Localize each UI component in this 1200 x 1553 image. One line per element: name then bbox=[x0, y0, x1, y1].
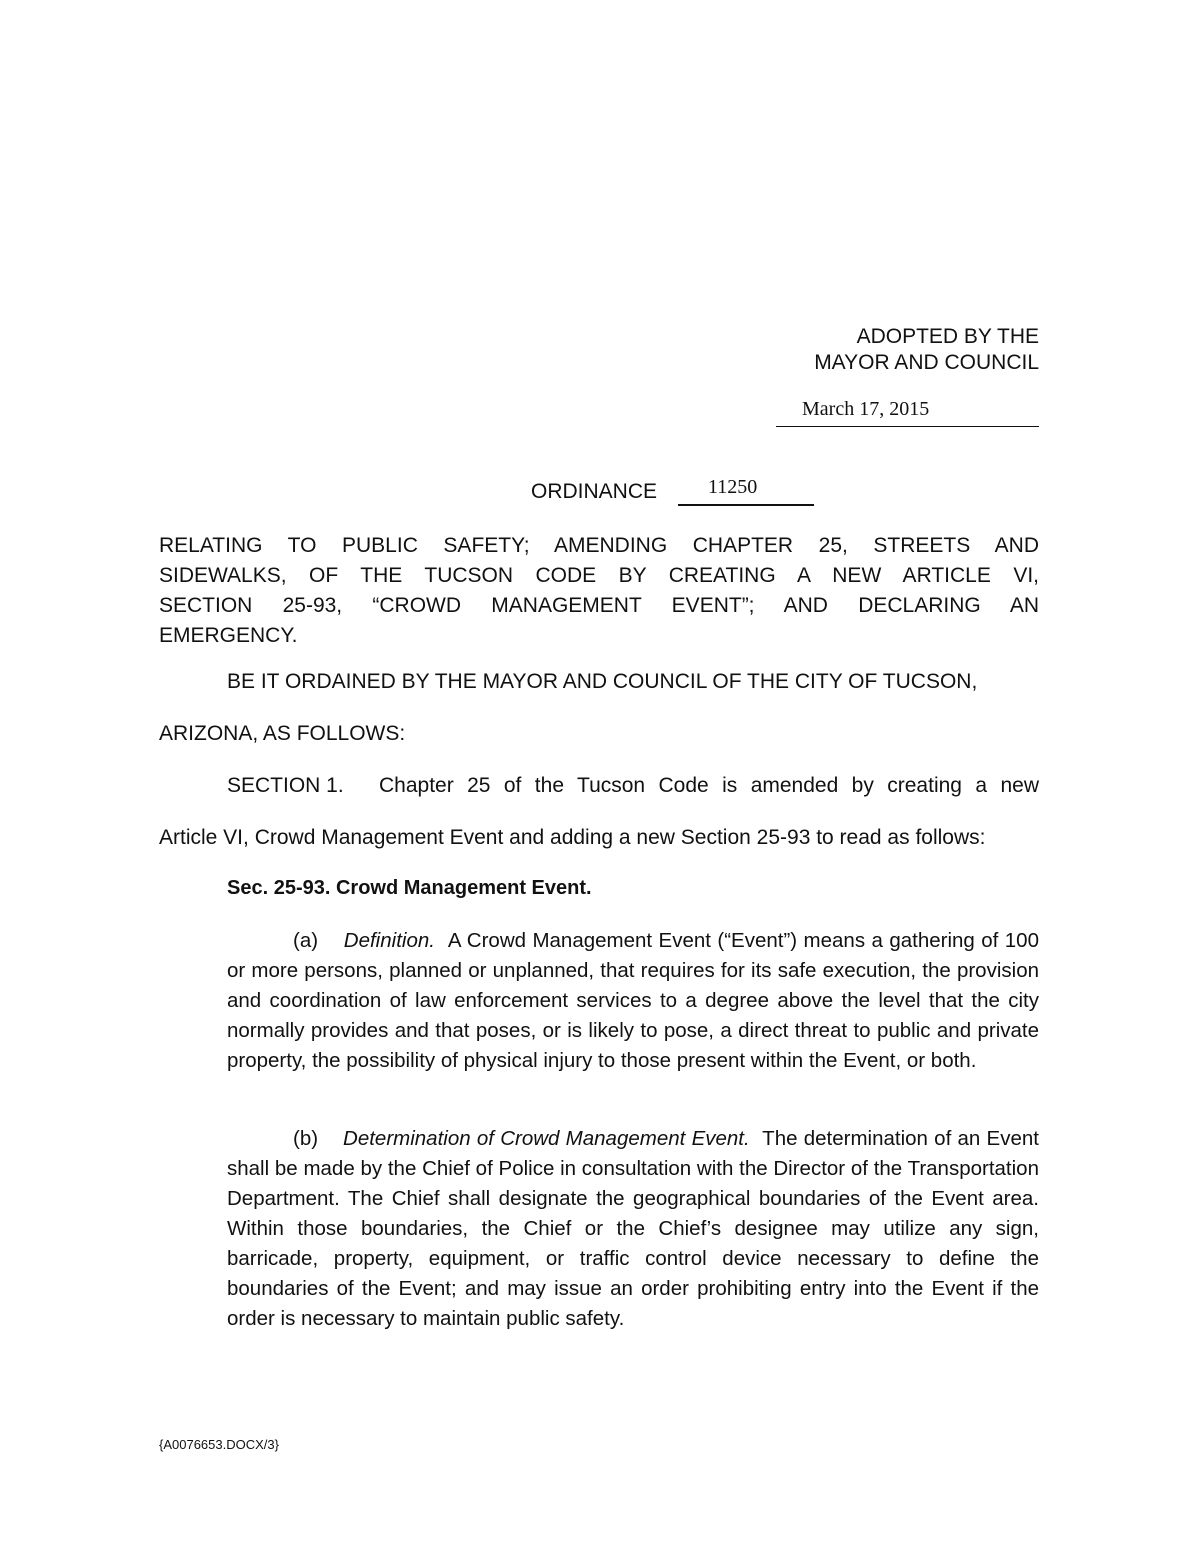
subsection-b-title: Determination of Crowd Management Event. bbox=[343, 1127, 750, 1150]
adopted-line-1: ADOPTED BY THE bbox=[856, 325, 1039, 348]
adoption-date: March 17, 2015 bbox=[802, 398, 930, 420]
document-id-footer: {A0076653.DOCX/3} bbox=[159, 1437, 279, 1452]
subsection-a-title: Definition. bbox=[343, 929, 435, 952]
adopted-line-2: MAYOR AND COUNCIL bbox=[814, 351, 1039, 374]
subsection-a-marker: (a) bbox=[293, 929, 319, 952]
title-line-3: SECTION 25-93, “CROWD MANAGEMENT EVENT”; AND DECLARING AN bbox=[159, 594, 1039, 617]
subsection-a-text: A Crowd Management Event (“Event”) means a gathering of 100 or more persons, planned or unplanned, that requires for its safe execution, the provision and coordination of law enforcement services to a degree above the level that the city normally provides and that poses, or is likely to pose, a direct threat to public and private property, the possibility of physical injury to those present within the Event, or both. bbox=[227, 929, 1039, 1072]
subsection-a bbox=[227, 926, 1039, 1076]
ordinance-label: ORDINANCE bbox=[531, 480, 658, 503]
title-line-4: EMERGENCY. bbox=[159, 624, 298, 647]
ordinance-title bbox=[159, 531, 1039, 651]
section-heading: Sec. 25-93. Crowd Management Event. bbox=[227, 877, 592, 899]
section-1-label: SECTION 1. bbox=[227, 774, 344, 797]
title-line-1: RELATING TO PUBLIC SAFETY; AMENDING CHAPTER 25, STREETS AND bbox=[159, 534, 1039, 557]
subsection-b-marker: (b) bbox=[293, 1127, 319, 1150]
enacting-clause-line-2: ARIZONA, AS FOLLOWS: bbox=[159, 722, 406, 745]
section-1-line-1: Chapter 25 of the Tucson Code is amended by creating a new bbox=[379, 774, 1039, 797]
subsection-b bbox=[227, 1124, 1039, 1334]
section-1-line-2: Article VI, Crowd Management Event and adding a new Section 25-93 to read as follows: bbox=[159, 826, 986, 849]
subsection-b-text: The determination of an Event shall be made by the Chief of Police in consultation with the Director of the Transportation Department. The Chief shall designate the geographical boundaries of the Event area. Within those boundaries, the Chief or the Chief’s designee may utilize any sign, barricade, property, equipment, or traffic control device necessary to define the boundaries of the Event; and may issue an order prohibiting entry into the Event if the order is necessary to maintain public safety. bbox=[227, 1127, 1039, 1330]
ordinance-number-line bbox=[678, 474, 814, 506]
title-line-2: SIDEWALKS, OF THE TUCSON CODE BY CREATING A NEW ARTICLE VI, bbox=[159, 564, 1039, 587]
enacting-clause-line-1: BE IT ORDAINED BY THE MAYOR AND COUNCIL OF THE CITY OF TUCSON, bbox=[227, 670, 978, 693]
adoption-block bbox=[814, 324, 1039, 376]
adoption-date-line bbox=[776, 396, 1039, 427]
ordinance-number: 11250 bbox=[708, 476, 758, 498]
